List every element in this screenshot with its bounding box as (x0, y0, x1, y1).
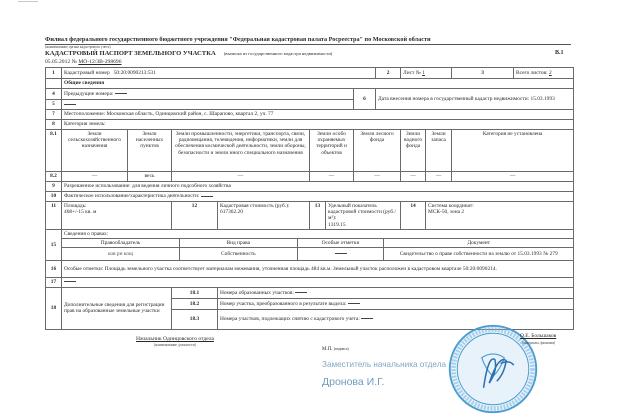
value-forest: — (354, 172, 401, 182)
sheet-number (401, 68, 452, 79)
actual-use (62, 192, 574, 202)
specific-value (326, 202, 401, 230)
value: Площадь земельного участка соответствует материалам межевания, уточненная площадь 484 кв.м. Земельный участок расположен в кадастровом квартале 50:20:0090214. (104, 265, 497, 272)
position-caption: (наименование должности) (154, 343, 196, 347)
dash (335, 253, 347, 254)
row-num: 9 (46, 182, 62, 192)
rights-table (62, 238, 573, 260)
doc-number: МО-12/ЗВ-298696 (78, 59, 122, 65)
label: Площадь: (64, 203, 87, 209)
category-forest: Земли лесного фонда (354, 130, 401, 172)
dash (115, 93, 127, 94)
row-num: 7 (46, 110, 62, 120)
transformed-plot (218, 298, 574, 309)
mp-label: М.П. (322, 347, 333, 352)
value: Московская область, Одинцовский район, с. Шарапово, квартал 2, уч. 77 (106, 111, 274, 118)
label: Удельный показатель кадастровой стоимости (руб./м²): (328, 203, 396, 222)
row-num: 13 (310, 202, 326, 230)
value-not-set: — (452, 172, 574, 182)
row-num: 2 (376, 68, 401, 79)
category-industry: Земли промышленности, энергетики, транспорта, связи, радиовещания, телевидения, информатики, земли для обеспечения космической деятельности, земли обороны, безопасности и земли иного специального назначения (172, 130, 310, 172)
row-num: 5 (46, 100, 62, 110)
row-8-1 (46, 130, 574, 172)
mp-caption: (подпись) (333, 347, 349, 351)
sheet-code: В.1 (555, 50, 564, 56)
cadastral-value (218, 202, 310, 230)
value: 15.03.1993 (530, 95, 555, 102)
label: Номера участков, подлежащих снятию с кадастрового учета: (220, 316, 360, 323)
dash (64, 281, 76, 282)
value-industry: — (172, 172, 310, 182)
value: 1319.15 (328, 221, 346, 228)
label: Лист № (403, 69, 421, 76)
row-18-1 (46, 287, 574, 298)
row-num: 18.3 (172, 309, 218, 329)
label: Система координат: (428, 203, 474, 209)
row-11-14 (46, 202, 574, 230)
row-num: 16 (46, 260, 62, 277)
category-settlements: Земли населенных пунктов (128, 130, 172, 172)
seal-place (322, 347, 349, 353)
label: Номера образованных участков: (220, 289, 294, 296)
name-caption: (инициалы, фамилия) (522, 341, 556, 345)
row-1 (46, 68, 574, 79)
formed-plots (218, 287, 574, 298)
label: Дата внесения номера в государственный кадастр недвижимости: (378, 95, 530, 102)
label: Номер участка, преобразованного в результате выдела: (220, 300, 347, 307)
row-num: 1 (46, 68, 62, 79)
row-num: 18 (46, 287, 62, 329)
label: Кадастровая стоимость (руб.): (220, 203, 290, 209)
rights-info (62, 229, 574, 260)
area (62, 202, 172, 230)
location (62, 110, 574, 120)
row-num: 15 (46, 229, 62, 260)
row-num: 18.2 (172, 298, 218, 309)
dash (348, 303, 360, 304)
right-type: Собственность (180, 248, 298, 260)
label: Особые отметки: (64, 265, 104, 272)
value-agricultural: — (62, 172, 128, 182)
category-not-set: Категория не установлена (452, 130, 574, 172)
row-num: 3 (452, 68, 514, 79)
category-reserve: Земли запаса (426, 130, 452, 172)
value: для ведения личного подсобного хозяйства (132, 183, 231, 190)
row-9 (46, 182, 574, 192)
row-num: 11 (46, 202, 62, 230)
scan-mark (18, 1, 38, 2)
label: Кадастровый номер (64, 69, 110, 76)
title-text: КАДАСТРОВЫЙ ПАСПОРТ ЗЕМЕЛЬНОГО УЧАСТКА (45, 50, 216, 57)
value: 2 (548, 69, 552, 76)
cadastral-table (45, 67, 574, 330)
value-reserve: — (426, 172, 452, 182)
rights-label: Сведения о правах: (64, 230, 109, 237)
category-water: Земли водного фонда (401, 130, 426, 172)
land-category-label: Категория земель: (62, 120, 574, 130)
row-4 (46, 89, 574, 100)
previous-numbers (62, 89, 354, 100)
dash (201, 196, 213, 197)
value-settlements: весь (128, 172, 172, 182)
title-note: (выписка из государственного кадастра недвижимости) (223, 51, 333, 56)
header-notes: Особые отметки (297, 239, 384, 248)
value-water: — (401, 172, 426, 182)
label: Фактическое использование/характеристика деятельности: (64, 193, 200, 200)
row-8-2 (46, 172, 574, 182)
coordinate-system (426, 202, 574, 230)
category-agricultural: Земли сельскохозяйственного назначения (62, 130, 128, 172)
general-heading: Общие сведения (62, 79, 574, 89)
category-protected: Земли особо охраняемых территорий и объектов (310, 130, 354, 172)
document-title (45, 50, 332, 58)
header-document: Документ (384, 239, 573, 248)
label: Разрешенное использование: (64, 183, 131, 190)
row-num: 14 (401, 202, 426, 230)
organization-caption: (наименование органа кадастрового учета) (45, 45, 111, 49)
rights-document: Свидетельство о праве собственности на землю от 15.03.1993 № 279 (384, 248, 573, 260)
value: 50:20:0090213:531 (113, 69, 156, 76)
row-num: 8.1 (46, 130, 62, 172)
row-10 (46, 192, 574, 202)
value: 1 (422, 69, 425, 76)
row-num: 6 (354, 89, 376, 110)
value: 468+/-15 кв. м (64, 209, 97, 216)
rights-holder: ков рн кощ (62, 248, 180, 260)
notes-value (297, 248, 384, 260)
header-right-type: Вид права (180, 239, 298, 248)
registration-date (376, 89, 574, 110)
row-7 (46, 110, 574, 120)
document-number (45, 59, 122, 65)
row-17 (46, 277, 574, 287)
value: 617362.20 (220, 209, 243, 216)
value: МСК-50, зона 2 (428, 209, 465, 216)
row-num: 10 (46, 192, 62, 202)
total-sheets (514, 68, 574, 79)
special-notes (62, 260, 574, 277)
header-holder: Правообладатель (62, 239, 180, 248)
row-16 (46, 260, 574, 277)
row-num: 8 (46, 120, 62, 130)
row-15 (46, 229, 574, 260)
row-num: 4 (46, 89, 62, 100)
deputy-name: Дронова И.Г. (322, 376, 385, 388)
dash (64, 104, 76, 105)
row-general (46, 79, 574, 89)
dash (295, 292, 307, 293)
signatory-position: Начальник Одинцовского отдела (135, 336, 215, 342)
row-8 (46, 120, 574, 130)
label: Предыдущие номера: (64, 90, 114, 97)
deputy-title: Заместитель начальника отдела (322, 360, 447, 369)
value-protected: — (310, 172, 354, 182)
doc-date: 05.05.2012 № (45, 59, 77, 65)
label: Местоположение: (64, 111, 106, 118)
permitted-use (62, 182, 574, 192)
label: Всего листов: (516, 69, 548, 76)
row-num: 18.1 (172, 287, 218, 298)
row-num: 12 (172, 202, 218, 230)
cadastral-number (62, 68, 376, 79)
dash (361, 318, 373, 319)
row-num: 17 (46, 277, 62, 287)
organization-name: Филиал федерального государственного бюджетного учреждения "Федеральная кадастровая палата Росреестра" по Московской области (45, 36, 571, 45)
signatory-name: О.Е. Большаков (520, 333, 557, 339)
additional-info-label: Дополнительные сведения для регистрации прав на образованные земельные участки (62, 287, 172, 329)
row-num: 8.2 (46, 172, 62, 182)
